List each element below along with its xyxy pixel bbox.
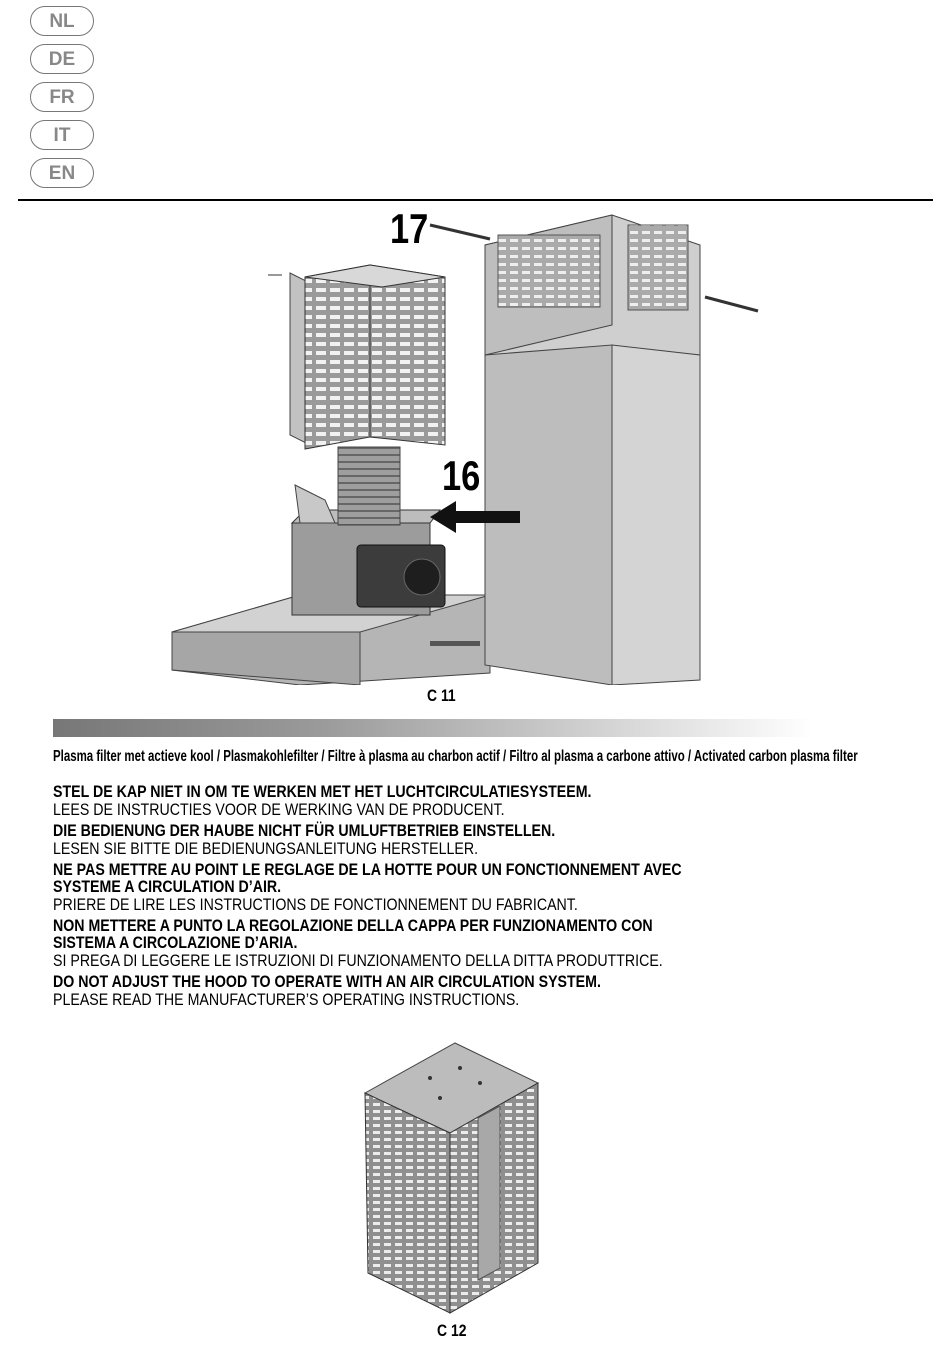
callout-17: 17: [390, 205, 429, 252]
plasma-filter-illustration: [360, 1038, 545, 1318]
instruction-note: LEES DE INSTRUCTIES VOOR DE WERKING VAN DE PRODUCENT.: [53, 801, 505, 819]
instruction-note: PRIERE DE LIRE LES INSTRUCTIONS DE FONCTIONNEMENT DU FABRICANT.: [53, 896, 578, 914]
figure-caption-c11: C 11: [427, 686, 456, 705]
language-badge-it: IT: [30, 120, 94, 150]
hood-assembly-illustration: [160, 205, 800, 685]
instruction-fr: [53, 862, 933, 914]
instruction-note: SI PREGA DI LEGGERE LE ISTRUZIONI DI FUNZIONAMENTO DELLA DITTA PRODUTTRICE.: [53, 952, 663, 970]
language-badge-de: DE: [30, 44, 94, 74]
section-gradient-bar: [53, 719, 813, 737]
instruction-de: [53, 823, 933, 858]
instruction-en: [53, 974, 933, 1009]
instruction-warning: DIE BEDIENUNG DER HAUBE NICHT FÜR UMLUFTBETRIEB EINSTELLEN.: [53, 822, 556, 840]
instruction-note: LESEN SIE BITTE DIE BEDIENUNGSANLEITUNG HERSTELLER.: [53, 840, 479, 858]
callout-16: 16: [442, 452, 481, 499]
figure-caption-c12: C 12: [437, 1321, 467, 1340]
instruction-warning: NE PAS METTRE AU POINT LE REGLAGE DE LA HOTTE POUR UN FONCTIONNEMENT AVEC SYSTEME A CIRCULATION D’AIR.: [53, 861, 682, 896]
section-subtitle: Plasma filter met actieve kool / Plasmakohlefilter / Filtre à plasma au charbon actif / Filtro al plasma a carbone attivo / Activated carbon plasma filter: [53, 748, 858, 765]
instruction-nl: [53, 784, 933, 819]
language-badge-en: EN: [30, 158, 94, 188]
instruction-it: [53, 918, 933, 970]
instruction-warning: DO NOT ADJUST THE HOOD TO OPERATE WITH AN AIR CIRCULATION SYSTEM.: [53, 973, 601, 991]
language-badge-fr: FR: [30, 82, 94, 112]
header-divider: [18, 199, 933, 201]
language-list: [30, 6, 98, 196]
instruction-note: PLEASE READ THE MANUFACTURER’S OPERATING INSTRUCTIONS.: [53, 991, 520, 1009]
instructions-list: [53, 784, 933, 1013]
language-badge-nl: NL: [30, 6, 94, 36]
instruction-warning: NON METTERE A PUNTO LA REGOLAZIONE DELLA CAPPA PER FUNZIONAMENTO CON SISTEMA A CIRCOLAZIONE D’ARIA.: [53, 917, 653, 952]
instruction-warning: STEL DE KAP NIET IN OM TE WERKEN MET HET LUCHTCIRCULATIESYSTEEM.: [53, 783, 592, 801]
